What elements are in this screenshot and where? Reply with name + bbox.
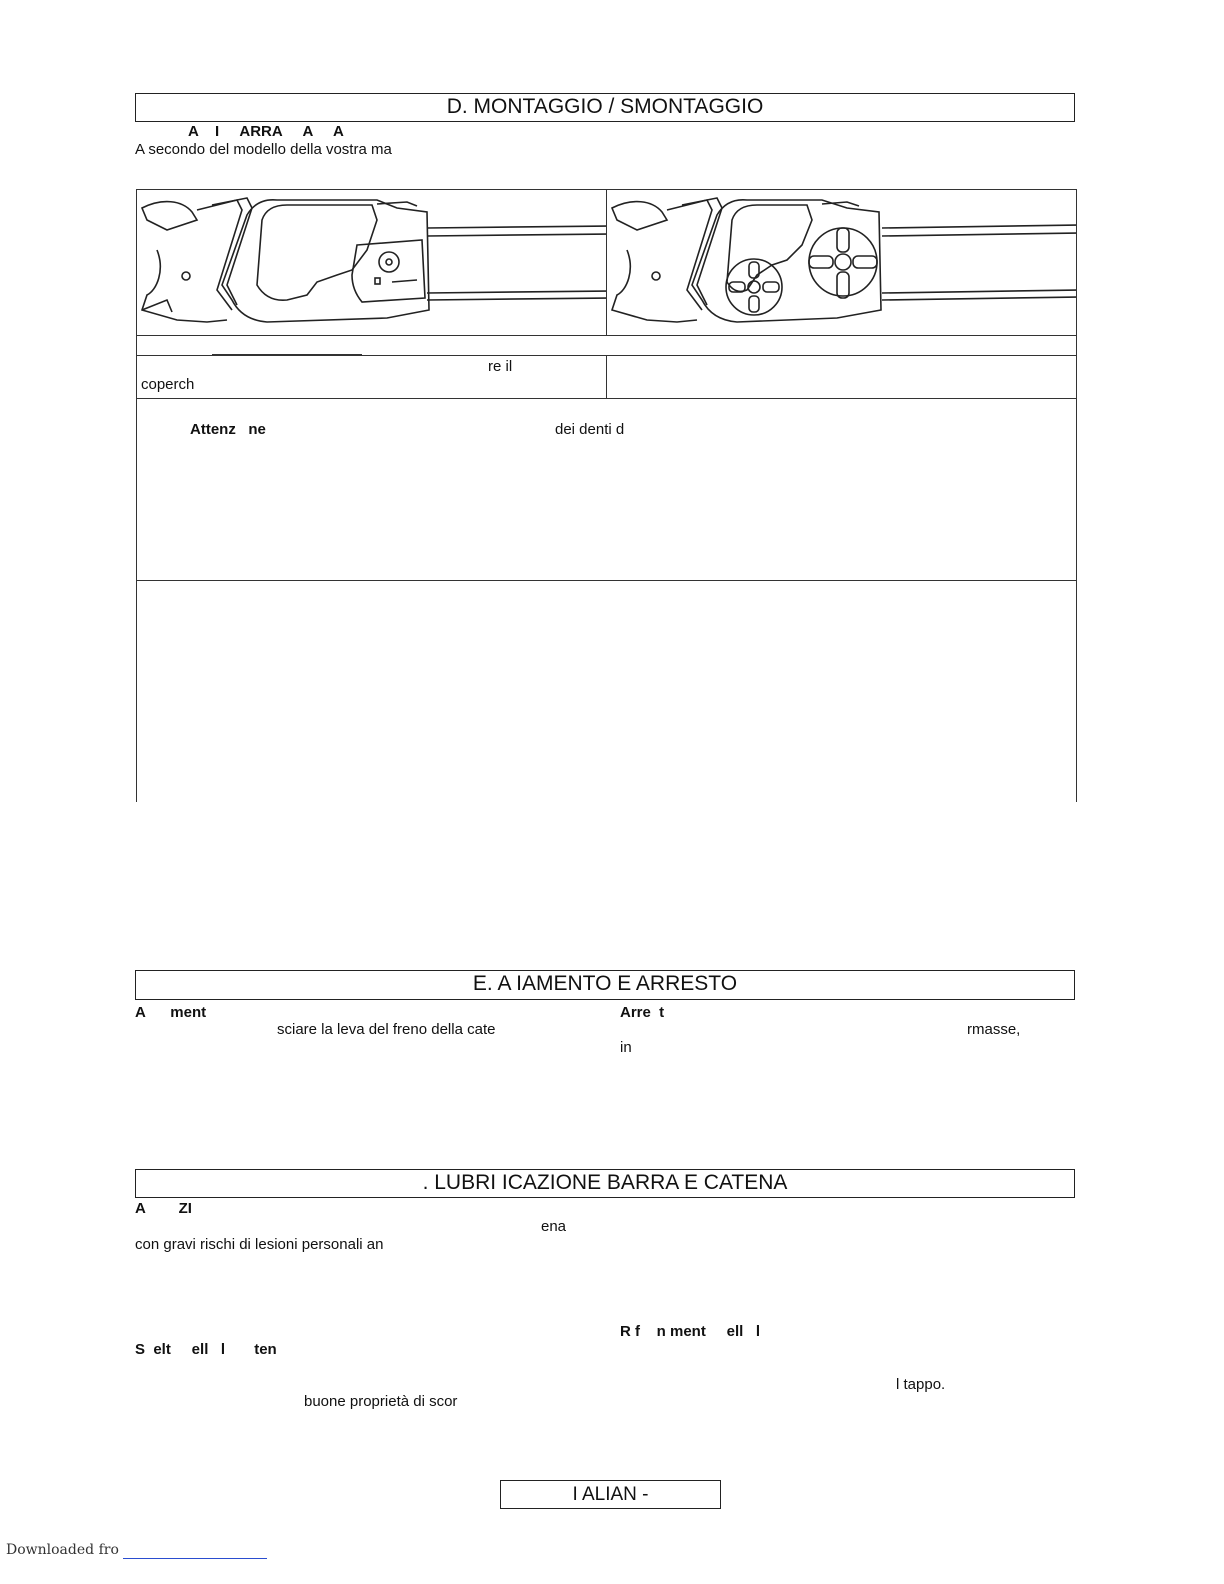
figure-right [606,189,1077,336]
section-d-subtitle: A I ARRA A A [188,123,344,140]
section-f-title: . LUBRI ICAZIONE BARRA E CATENA [422,1171,788,1194]
stop-text-2: in [620,1039,632,1056]
table-rule [1076,335,1077,802]
section-f-header [135,1169,1075,1198]
table-rule [136,335,1077,336]
refill-label: R f n ment ell l [620,1323,761,1340]
chainsaw-knobs-illustration [607,190,1077,336]
choice-label: S elt ell l ten [135,1341,277,1358]
stop-label: Arre t [620,1004,665,1021]
downloaded-from-text: Downloaded fro [6,1542,119,1558]
warning-label: A ZI [135,1200,192,1217]
stop-text-1: rmasse, [967,1021,1021,1038]
table-rule [212,354,362,355]
figure-left [136,189,607,336]
table-rule [136,335,137,802]
caption-left-line1: re il [488,358,513,375]
section-d-title: D. MONTAGGIO / SMONTAGGIO [446,95,764,118]
page-label: I ALIAN - [572,1484,649,1505]
caption-left-line2: coperch [141,376,195,393]
table-rule [136,580,1077,581]
attention-label: Attenz ne [190,421,266,438]
table-rule [136,398,1077,399]
warning-text-1: ena [541,1218,567,1235]
section-e-header [135,970,1075,1000]
section-d-header [135,93,1075,122]
chainsaw-cover-closed-illustration [137,190,607,336]
refill-text: l tappo. [896,1376,946,1393]
table-rule [606,355,607,398]
section-d-intro: A secondo del modello della vostra ma [135,141,392,158]
attention-text: dei denti d [555,421,625,438]
start-text: sciare la leva del freno della cate [277,1021,496,1038]
warning-text-2: con gravi rischi di lesioni personali an [135,1236,384,1253]
page-label-box [500,1480,721,1509]
download-link[interactable] [123,1558,267,1559]
choice-text: buone proprietà di scor [304,1393,458,1410]
section-e-title: E. A IAMENTO E ARRESTO [472,972,738,995]
start-label: A ment [135,1004,207,1021]
